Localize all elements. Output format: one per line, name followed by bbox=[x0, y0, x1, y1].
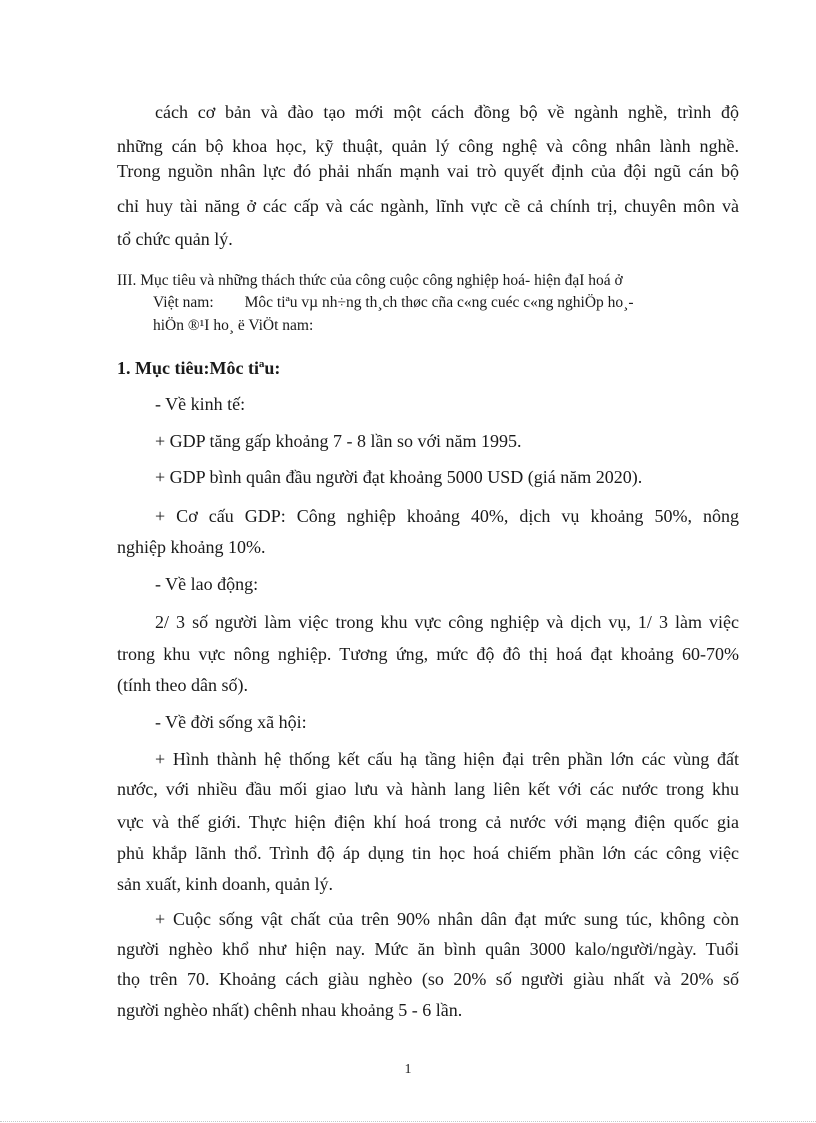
section-heading: III. Mục tiêu và những thách thức của công cuộc công nghiệp hoá- hiện đạI hoá ở bbox=[117, 272, 623, 289]
text-line: tổ chức quản lý. bbox=[117, 229, 233, 249]
text-line: Trong nguồn nhân lực đó phải nhấn mạnh vai trò quyết định của đội ngũ cán bộ bbox=[117, 161, 739, 181]
text-line: người nghèo khổ như hiện nay. Mức ăn bình quân 3000 kalo/người/ngày. Tuổi bbox=[117, 939, 739, 959]
text-line: (tính theo dân số). bbox=[117, 675, 248, 695]
text-line: cách cơ bản và đào tạo mới một cách đồng bộ về ngành nghề, trình độ bbox=[155, 102, 739, 122]
text-line: vực và thế giới. Thực hiện điện khí hoá trong cả nước với mạng điện quốc gia bbox=[117, 812, 739, 832]
text-line: - Về lao động: bbox=[155, 574, 259, 594]
subsection-heading: 1. Mục tiêu:Môc tiªu: bbox=[117, 358, 281, 378]
text-line: những cán bộ khoa học, kỹ thuật, quản lý công nghệ và công nhân lành nghề. bbox=[117, 136, 739, 156]
text-line: + GDP bình quân đầu người đạt khoảng 5000 USD (giá năm 2020). bbox=[155, 467, 643, 487]
text-line: nghiệp khoảng 10%. bbox=[117, 537, 266, 557]
text-line: 2/ 3 số người làm việc trong khu vực công nghiệp và dịch vụ, 1/ 3 làm việc bbox=[155, 612, 739, 632]
text-line: - Về kinh tế: bbox=[155, 394, 246, 414]
section-heading-cont: hiÖn ®¹I ho¸ ë ViÖt nam: bbox=[153, 317, 314, 334]
text-line: trong khu vực nông nghiệp. Tương ứng, mức độ đô thị hoá đạt khoảng 60-70% bbox=[117, 644, 739, 664]
text-line: chỉ huy tài năng ở các cấp và các ngành, lĩnh vực cề cả chính trị, chuyên môn và bbox=[117, 196, 739, 216]
text-line: người nghèo nhất) chênh nhau khoảng 5 - 6 lần. bbox=[117, 1000, 463, 1020]
text-line: thọ trên 70. Khoảng cách giàu nghèo (so 20% số người giàu nhất và 20% số bbox=[117, 969, 739, 989]
section-heading-cont: Việt nam: Môc tiªu vµ nh÷ng th¸ch thøc cña c«ng cuéc c«ng nghiÖp ho¸- bbox=[153, 294, 634, 311]
text-line: + Cuộc sống vật chất của trên 90% nhân dân đạt mức sung túc, không còn bbox=[155, 909, 739, 929]
text-line: phủ khắp lãnh thổ. Trình độ áp dụng tin học hoá chiếm phần lớn các công việc bbox=[117, 843, 739, 863]
text-line: + Hình thành hệ thống kết cấu hạ tầng hiện đại trên phần lớn các vùng đất bbox=[155, 749, 739, 769]
text-line: sản xuất, kinh doanh, quản lý. bbox=[117, 874, 333, 894]
text-line: + Cơ cấu GDP: Công nghiệp khoảng 40%, dịch vụ khoảng 50%, nông bbox=[155, 506, 739, 526]
text-line: - Về đời sống xã hội: bbox=[155, 712, 307, 732]
page-number: 1 bbox=[404, 1062, 412, 1077]
text-line: + GDP tăng gấp khoảng 7 - 8 lần so với năm 1995. bbox=[155, 431, 522, 451]
page-bottom-divider bbox=[0, 1121, 816, 1122]
text-line: nước, với nhiều đầu mối giao lưu và hành lang liên kết với các nước trong khu bbox=[117, 779, 739, 799]
